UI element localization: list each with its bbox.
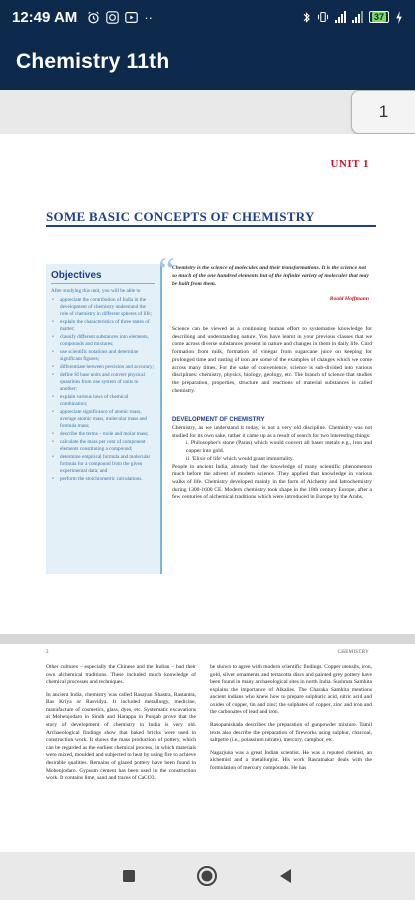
- bluetooth-icon: [302, 11, 311, 24]
- more-dots-icon: ··: [144, 9, 153, 25]
- section-heading: DEVELOPMENT OF CHEMISTRY: [172, 417, 265, 423]
- system-nav-bar: [0, 852, 415, 900]
- page-number-indicator[interactable]: [351, 90, 415, 134]
- objective-item: • perform the stoichiometric calculations.: [51, 476, 155, 483]
- objectives-intro: After studying this unit, you will be able to: [51, 288, 141, 294]
- recent-apps-button[interactable]: [113, 860, 145, 892]
- app-title: Chemistry 11th: [16, 50, 170, 73]
- objectives-box: [46, 264, 162, 574]
- title-underline: [46, 225, 376, 227]
- objective-item: • classify different substances into elements, compounds and mixtures;: [51, 334, 155, 348]
- home-icon: [196, 865, 218, 887]
- charging-icon: [395, 11, 403, 24]
- wifi-signal-icon: [352, 11, 363, 23]
- status-notification-icons: [87, 10, 153, 25]
- app-bar: [0, 34, 415, 90]
- alarm-icon: [87, 11, 100, 24]
- objectives-title: Objectives: [51, 270, 102, 281]
- paragraph: Nagarjuna was a great Indian scientist. He was a reputed chemist, an alchemist and a metallurgist. His work Rasratnakar deals with the formulation of mercury compounds. He has: [210, 749, 372, 771]
- objective-item: • appreciate the contribution of India in the development of chemistry understand the role of chemistry in different spheres of life;: [51, 297, 155, 318]
- current-page-number: 1: [378, 102, 389, 121]
- status-bar: [0, 0, 415, 34]
- chapter-quote: Chemistry is the science of molecules and their transformations. It is the science not so much of the one hundred elements but of the infinite variety of molecules that may be built from them.: [172, 265, 369, 288]
- objective-item: • define SI base units and convert physical quantities from one system of units to another;: [51, 372, 155, 393]
- intro-paragraph: Science can be viewed as a continuing human effort to systematise knowledge for describing and understanding nature. You have learnt in your previous classes that we come across diverse substances present in nature and changes in them in daily life. Curd formation from milk, formation of vinegar from sugarcane juice on keeping for prolonged time and rusting of iron are some of the examples of changes which we come across many times. For the sake of convenience, science is sub-divided into various disciplines: chemistry, physics, biology, geology, etc. The branch of science that studies the preparation, properties, structure and reactions of material substances is called chemistry.: [172, 326, 372, 394]
- paragraph: Other cultures – especially the Chinese and the Indian – had their own alchemical traditions. These included much knowledge of chemical processes and techniques.: [46, 664, 196, 686]
- objective-item: • describe the terms – mole and molar mass;: [51, 431, 155, 438]
- signal-icon: [335, 11, 346, 23]
- pdf-page-1[interactable]: [0, 134, 415, 634]
- battery-icon: [369, 11, 389, 23]
- status-time: 12:49 AM: [12, 8, 78, 26]
- paragraph: In ancient India, chemistry was called Rasayan Shastra, Rastantra, Ras Kriya or Rasvidya. It included metallurgy, medicine, manufacture of cosmetics, glass, dyes, etc. Systematic excavations at Mohenjodaro in Sindh and Harappa in Punjab prove that the story of development of chemistry in India is very old. Archaeological findings show that baked bricks were used in construction work. It shows the mass production of pottery, which can be regarded as the earliest chemical process, in which materials were mixed, moulded and subjected to heat by using fire to achieve desirable qualities. Remains of glazed pottery have been found in Mohenjodaro. Gypsum cement has been used in the construction work. It contains lime, sand and traces of CaCO3.: [46, 691, 196, 782]
- unit-label: UNIT 1: [330, 158, 369, 170]
- chapter-title: SOME BASIC CONCEPTS OF CHEMISTRY: [46, 209, 315, 224]
- youtube-icon: [125, 11, 138, 24]
- page-2-number: 2: [46, 650, 49, 655]
- dev-paragraph: Chemistry, as we understand it today, is not a very old discipline. Chemistry was not studied for its own sake, rather it came up as a result of search for two interesting things:: [172, 425, 372, 439]
- page-separator: [0, 634, 415, 644]
- page-2-right-column: [210, 664, 372, 773]
- back-button[interactable]: [270, 860, 302, 892]
- pdf-page-2[interactable]: [0, 644, 415, 852]
- objectives-divider: [51, 283, 155, 284]
- page-2-left-column: [46, 664, 196, 783]
- status-system-icons: [302, 11, 403, 24]
- dev-list-item: ii. 'Elixir of life' which would grant immortality.: [186, 455, 294, 462]
- objective-item: • explain the characteristics of three states of matter;: [51, 319, 155, 333]
- objectives-list: [51, 297, 155, 483]
- dev-list-item: i. Philosopher's stone (Paras) which would convert all baser metals e.g., iron and copper into gold.: [186, 440, 372, 455]
- quote-mark-icon: “: [158, 250, 175, 292]
- paragraph: be shown to agree with modern scientific findings. Copper utensils, iron, gold, silver ornaments and terracotta discs and painted grey pottery have been found in many archaeological sites in north India. Sushruta Samhita explains the importance of Alkalies. The Charaka Samhita mentions ancient indians who knew how to prepare sulphuric acid, nitric acid and oxides of copper, tin and zinc; the sulphates of copper, zinc and iron and the carbonates of lead and iron.: [210, 664, 372, 716]
- battery-level: 37: [373, 12, 384, 22]
- dev-paragraph: People in ancient India, already had the knowledge of many scientific phenomenon much before the advent of modern science. They applied that knowledge in various walks of life. Chemistry developed mainly in the form of Alchemy and Iatrochemistry during 1300-1600 CE. Modern chemistry took shape in the 18th century Europe, after a few centuries of alchemical traditions which were introduced in Europe by the Arabs.: [172, 463, 372, 501]
- whatsapp-icon: [106, 11, 119, 24]
- vibrate-icon: [317, 11, 329, 23]
- objective-item: • use scientific notations and determine significant figures;: [51, 349, 155, 363]
- objective-item: • differentiate between precision and accuracy;: [51, 364, 155, 371]
- objective-item: • explain various laws of chemical combination;: [51, 394, 155, 408]
- development-section: [172, 425, 372, 502]
- quote-author: Roald Hoffmann: [329, 296, 369, 302]
- paragraph: Rasopanishada describes the preparation of gunpowder mixture. Tamil texts also describe the preparation of fireworks using sulphur, charcoal, saltpetre (i.e., potassium nitrate), mercury, camphor, etc.: [210, 722, 372, 744]
- home-button[interactable]: [191, 860, 223, 892]
- objective-item: • calculate the mass per cent of component elements constituting a compound;: [51, 439, 155, 453]
- page-2-running-head: CHEMISTRY: [337, 650, 369, 655]
- recent-apps-icon: [122, 869, 136, 883]
- objective-item: • appreciate significance of atomic mass, average atomic mass, molecular mass and formula mass;: [51, 409, 155, 430]
- back-icon: [279, 868, 293, 884]
- objective-item: • determine empirical formula and molecular formula for a compound from the given experimental data; and: [51, 454, 155, 475]
